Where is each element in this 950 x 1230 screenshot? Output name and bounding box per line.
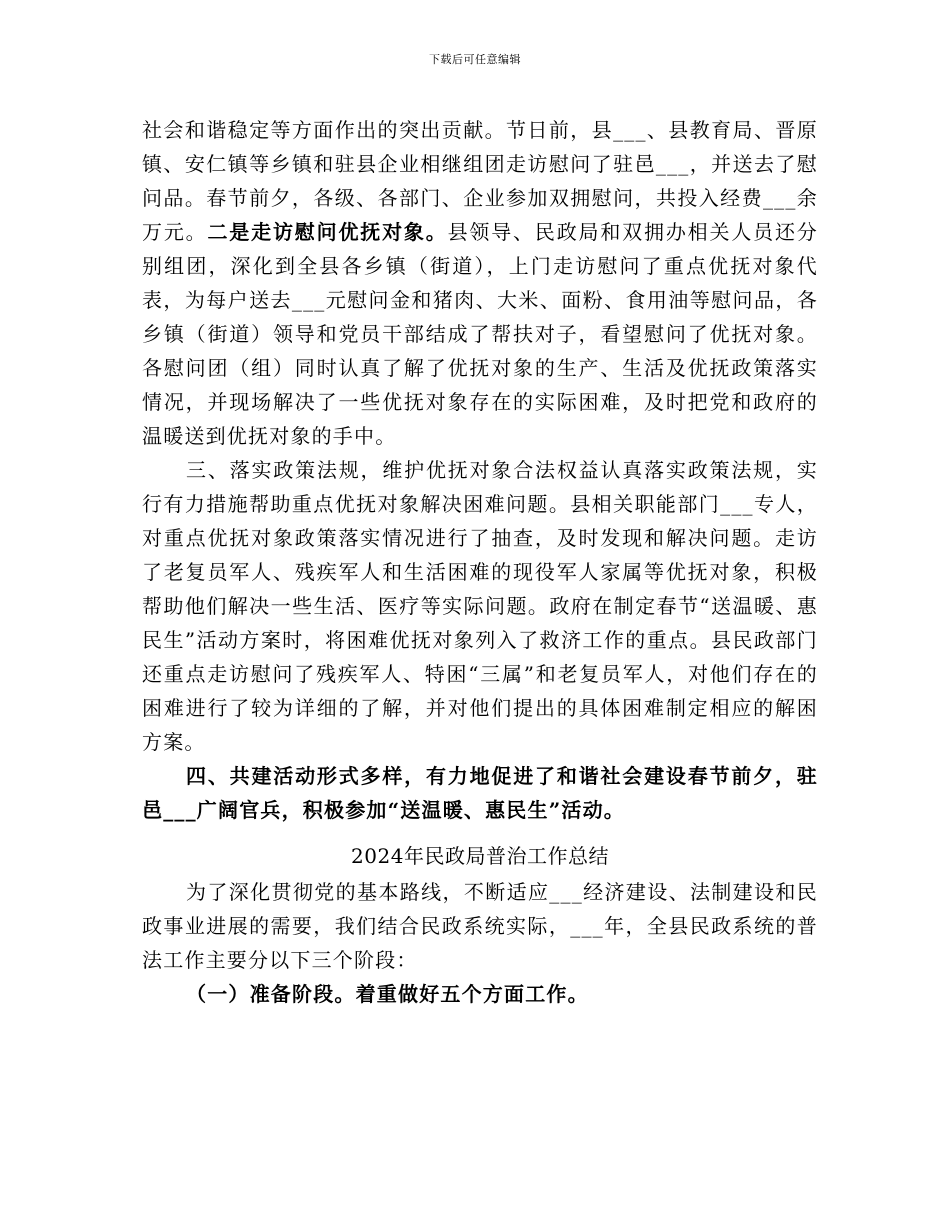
paragraph-policy-implementation: 三、落实政策法规，维护优抚对象合法权益认真落实政策法规，实行有力措施帮助重点优抚对象解决困难问题。县相关职能部门___专人，对重点优抚对象政策落实情况进行了抽查，及时发现和解决问题。走访了老复员军人、残疾军人和生活困难的现役军人家属等优抚对象，积极帮助他们解决一些生活、医疗等实际问题。政府在制定春节“送温暖、惠民生”活动方案时，将困难优抚对象列入了救济工作的重点。县民政部门还重点走访慰问了残疾军人、特困“三属”和老复员军人，对他们存在的困难进行了较为详细的了解，并对他们提出的具体困难制定相应的解困方案。	[142, 458, 818, 754]
paragraph-joint-activities: 四、共建活动形式多样，有力地促进了和谐社会建设春节前夕，驻邑___广阔官兵，积极参加“送温暖、惠民生”活动。	[142, 764, 818, 822]
paragraph-intro: 为了深化贯彻党的基本路线，不断适应___经济建设、法制建设和民政事业进展的需要，我们结合民政系统实际，___年，全县民政系统的普法工作主要分以下三个阶段：	[142, 880, 818, 972]
paragraph-text: 县领导、民政局和双拥办相关人员还分别组团，深化到全县各乡镇（街道），上门走访慰问了重点优抚对象代表，为每户送去___元慰问金和猪肉、大米、面粉、食用油等慰问品，各乡镇（街道）领导和党员干部结成了帮扶对子，看望慰问了优抚对象。各慰问团（组）同时认真了解了优抚对象的生产、生活及优抚政策落实情况，并现场解决了一些优抚对象存在的实际困难，及时把党和政府的温暖送到优抚对象的手中。	[142, 220, 818, 448]
section-title: 2024年民政局普治工作总结	[351, 844, 609, 868]
page-header: 下载后可任意编辑	[429, 53, 521, 66]
paragraph-text: 社会和谐稳定等方面作出的突出贡献。节日前，县___、县教育局、晋原镇、安仁镇等乡镇和驻县企业相继组团走访慰问了驻邑___，并送去了慰问品。春节前夕，各级、各部门、企业参加双拥慰问，共投入经费___余万元。	[142, 118, 818, 244]
bold-point-two: 二是走访慰问优抚对象。	[207, 220, 448, 244]
document-body	[142, 113, 818, 1011]
paragraph-condolence-visits	[142, 113, 818, 453]
subheading-preparation: （一）准备阶段。着重做好五个方面工作。	[186, 982, 589, 1006]
